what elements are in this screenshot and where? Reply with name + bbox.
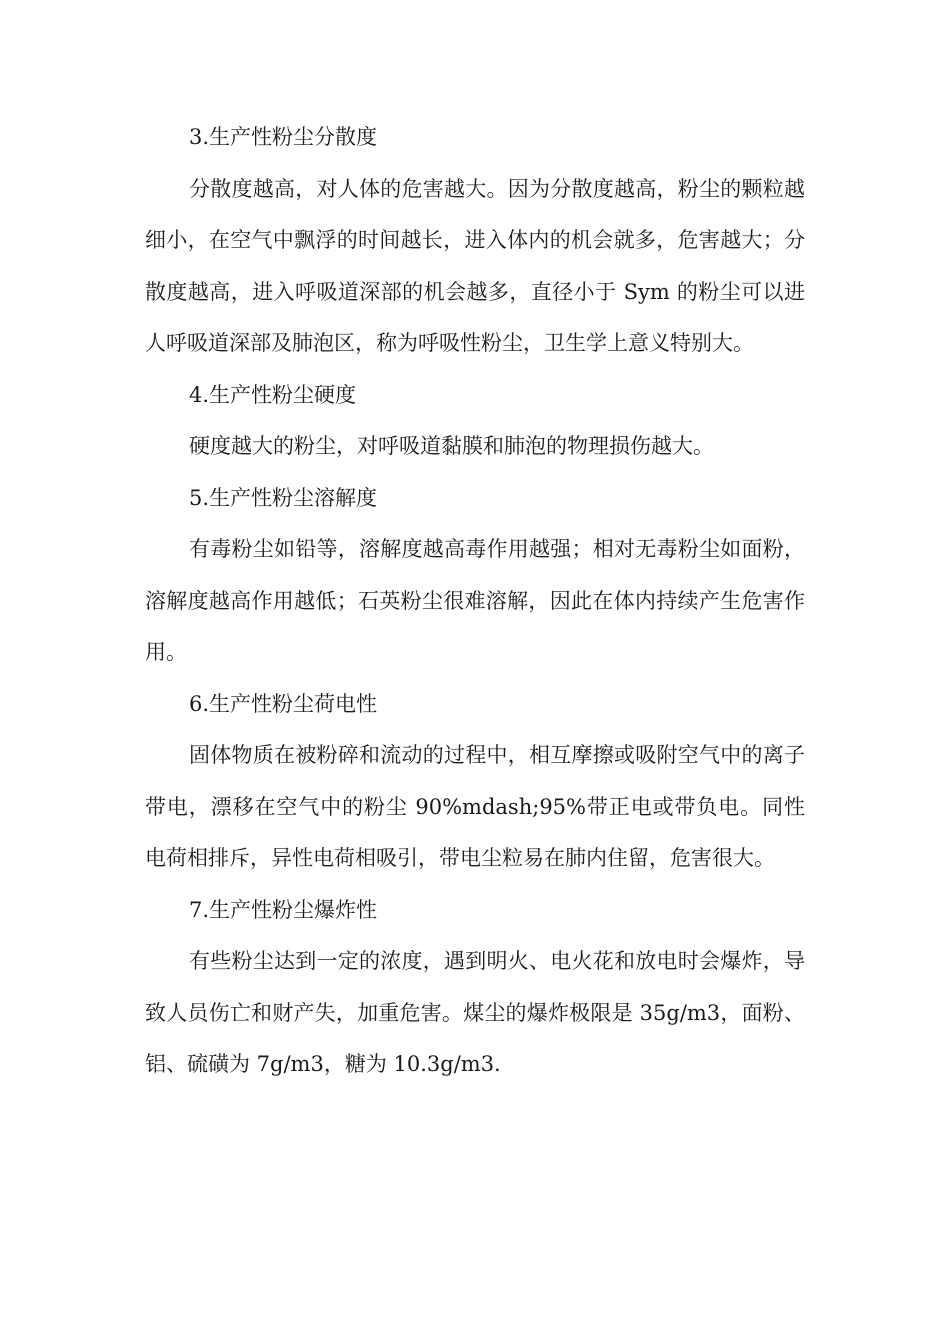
section-heading-4: 4.生产性粉尘硬度 — [189, 382, 357, 407]
section-paragraph-5: 有毒粉尘如铅等，溶解度越高毒作用越强；相对无毒粉尘如面粉，溶解度越高作用越低；石英粉尘很难溶解，因此在体内持续产生危害作用。 — [145, 537, 805, 664]
section-heading-5: 5.生产性粉尘溶解度 — [189, 485, 378, 510]
section-heading-3: 3.生产性粉尘分散度 — [189, 125, 378, 149]
section-heading-6: 6.生产性粉尘荷电性 — [189, 691, 378, 716]
section-paragraph-4: 硬度越大的粉尘，对呼吸道黏膜和肺泡的物理损伤越大。 — [189, 434, 714, 458]
section-paragraph-7: 有些粉尘达到一定的浓度，遇到明火、电火花和放电时会爆炸，导致人员伤亡和财产失，加重危害。煤尘的爆炸极限是 35g/m3，面粉、铝、硫磺为 7g/m3，糖为 10.3g/m3. — [145, 949, 805, 1076]
section-paragraph-6: 固体物质在被粉碎和流动的过程中，相互摩擦或吸附空气中的离子带电，漂移在空气中的粉尘 90%mdash;95%带正电或带负电。同性电荷相排斥，异性电荷相吸引，带电尘粒易在肺内住留，危害很大。 — [145, 743, 805, 870]
document-body — [145, 112, 805, 1091]
section-paragraph-3: 分散度越高，对人体的危害越大。因为分散度越高，粉尘的颗粒越细小，在空气中飘浮的时间越长，进入体内的机会就多，危害越大；分散度越高，进入呼吸道深部的机会越多，直径小于 Sym 的粉尘可以进人呼吸道深部及肺泡区，称为呼吸性粉尘，卫生学上意义特别大。 — [145, 176, 805, 355]
section-heading-7: 7.生产性粉尘爆炸性 — [189, 897, 378, 922]
